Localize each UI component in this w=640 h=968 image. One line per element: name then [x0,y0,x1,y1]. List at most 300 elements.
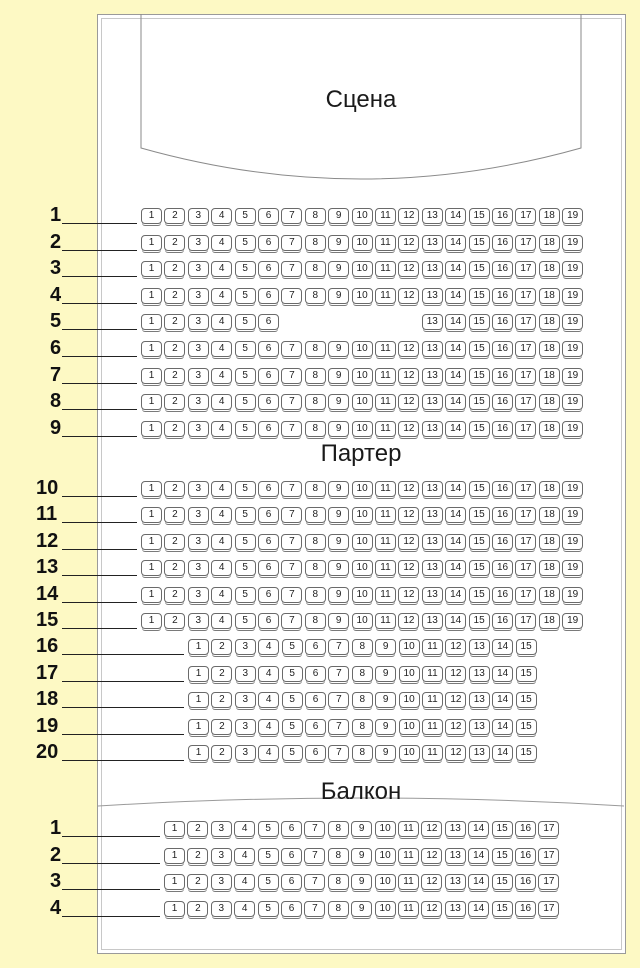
seat[interactable]: 13 [445,821,466,837]
seat[interactable]: 5 [235,613,256,629]
seat[interactable]: 15 [516,719,537,735]
seat[interactable]: 19 [562,534,583,550]
seat[interactable]: 2 [164,368,185,384]
seat[interactable]: 9 [328,261,349,277]
seat[interactable]: 5 [282,719,303,735]
seat[interactable]: 1 [188,692,209,708]
seat[interactable]: 4 [258,639,279,655]
seat[interactable]: 1 [141,481,162,497]
seat[interactable]: 10 [399,639,420,655]
seat[interactable]: 4 [211,560,232,576]
seat[interactable]: 11 [375,613,396,629]
seat[interactable]: 14 [445,208,466,224]
seat[interactable]: 2 [187,821,208,837]
seat[interactable]: 17 [515,288,536,304]
seat[interactable]: 5 [258,848,279,864]
seat[interactable]: 11 [422,639,443,655]
seat[interactable]: 9 [375,639,396,655]
seat[interactable]: 7 [281,421,302,437]
seat[interactable]: 15 [469,534,490,550]
seat[interactable]: 7 [328,745,349,761]
seat[interactable]: 10 [375,848,396,864]
seat[interactable]: 12 [398,587,419,603]
seat[interactable]: 16 [492,261,513,277]
seat[interactable]: 9 [351,874,372,890]
seat[interactable]: 16 [515,821,536,837]
seat[interactable]: 2 [164,534,185,550]
seat[interactable]: 7 [281,235,302,251]
seat[interactable]: 6 [305,666,326,682]
seat[interactable]: 10 [352,587,373,603]
seat[interactable]: 8 [305,394,326,410]
seat[interactable]: 6 [258,507,279,523]
seat[interactable]: 14 [468,901,489,917]
seat[interactable]: 10 [399,666,420,682]
seat[interactable]: 6 [258,613,279,629]
seat[interactable]: 18 [539,560,560,576]
seat[interactable]: 8 [305,235,326,251]
seat[interactable]: 15 [492,821,513,837]
seat[interactable]: 17 [515,261,536,277]
seat[interactable]: 3 [235,692,256,708]
seat[interactable]: 19 [562,613,583,629]
seat[interactable]: 12 [421,848,442,864]
seat[interactable]: 18 [539,481,560,497]
seat[interactable]: 8 [352,745,373,761]
seat[interactable]: 6 [258,534,279,550]
seat[interactable]: 2 [164,314,185,330]
seat[interactable]: 5 [258,901,279,917]
seat[interactable]: 11 [375,288,396,304]
seat[interactable]: 18 [539,288,560,304]
seat[interactable]: 2 [211,692,232,708]
seat[interactable]: 3 [235,666,256,682]
seat[interactable]: 14 [492,692,513,708]
seat[interactable]: 6 [305,692,326,708]
seat[interactable]: 6 [258,261,279,277]
seat[interactable]: 6 [258,560,279,576]
seat[interactable]: 16 [492,235,513,251]
seat[interactable]: 14 [445,341,466,357]
seat[interactable]: 13 [422,261,443,277]
seat[interactable]: 13 [422,560,443,576]
seat[interactable]: 8 [305,587,326,603]
seat[interactable]: 3 [188,534,209,550]
seat[interactable]: 15 [469,507,490,523]
seat[interactable]: 18 [539,368,560,384]
seat[interactable]: 14 [445,314,466,330]
seat[interactable]: 1 [164,901,185,917]
seat[interactable]: 6 [305,719,326,735]
seat[interactable]: 11 [375,560,396,576]
seat[interactable]: 12 [421,821,442,837]
seat[interactable]: 6 [281,874,302,890]
seat[interactable]: 1 [188,719,209,735]
seat[interactable]: 5 [235,560,256,576]
seat[interactable]: 3 [188,613,209,629]
seat[interactable]: 7 [281,587,302,603]
seat[interactable]: 13 [469,692,490,708]
seat[interactable]: 12 [445,745,466,761]
seat[interactable]: 8 [352,639,373,655]
seat[interactable]: 12 [398,208,419,224]
seat[interactable]: 17 [515,507,536,523]
seat[interactable]: 13 [422,534,443,550]
seat[interactable]: 8 [328,874,349,890]
seat[interactable]: 5 [235,288,256,304]
seat[interactable]: 7 [281,481,302,497]
seat[interactable]: 13 [422,394,443,410]
seat[interactable]: 11 [398,848,419,864]
seat[interactable]: 18 [539,613,560,629]
seat[interactable]: 17 [515,587,536,603]
seat[interactable]: 15 [469,613,490,629]
seat[interactable]: 2 [164,560,185,576]
seat[interactable]: 1 [141,368,162,384]
seat[interactable]: 16 [492,613,513,629]
seat[interactable]: 4 [211,481,232,497]
seat[interactable]: 19 [562,235,583,251]
seat[interactable]: 2 [164,341,185,357]
seat[interactable]: 3 [211,874,232,890]
seat[interactable]: 14 [445,288,466,304]
seat[interactable]: 14 [492,745,513,761]
seat[interactable]: 4 [211,587,232,603]
seat[interactable]: 13 [469,666,490,682]
seat[interactable]: 2 [164,421,185,437]
seat[interactable]: 17 [515,534,536,550]
seat[interactable]: 15 [469,314,490,330]
seat[interactable]: 13 [422,314,443,330]
seat[interactable]: 1 [141,314,162,330]
seat[interactable]: 13 [422,421,443,437]
seat[interactable]: 2 [187,874,208,890]
seat[interactable]: 13 [445,848,466,864]
seat[interactable]: 2 [164,613,185,629]
seat[interactable]: 4 [211,341,232,357]
seat[interactable]: 8 [328,848,349,864]
seat[interactable]: 16 [492,394,513,410]
seat[interactable]: 10 [352,368,373,384]
seat[interactable]: 8 [305,534,326,550]
seat[interactable]: 10 [352,235,373,251]
seat[interactable]: 2 [164,235,185,251]
seat[interactable]: 11 [375,587,396,603]
seat[interactable]: 1 [141,507,162,523]
seat[interactable]: 3 [188,261,209,277]
seat[interactable]: 11 [375,368,396,384]
seat[interactable]: 18 [539,314,560,330]
seat[interactable]: 1 [141,288,162,304]
seat[interactable]: 2 [211,639,232,655]
seat[interactable]: 4 [258,692,279,708]
seat[interactable]: 5 [282,666,303,682]
seat[interactable]: 8 [305,368,326,384]
seat[interactable]: 4 [211,288,232,304]
seat[interactable]: 19 [562,314,583,330]
seat[interactable]: 16 [492,314,513,330]
seat[interactable]: 10 [375,821,396,837]
seat[interactable]: 8 [305,288,326,304]
seat[interactable]: 8 [305,481,326,497]
seat[interactable]: 14 [445,534,466,550]
seat[interactable]: 9 [375,666,396,682]
seat[interactable]: 14 [445,587,466,603]
seat[interactable]: 15 [516,692,537,708]
seat[interactable]: 14 [445,261,466,277]
seat[interactable]: 1 [164,821,185,837]
seat[interactable]: 16 [492,507,513,523]
seat[interactable]: 11 [375,421,396,437]
seat[interactable]: 2 [187,848,208,864]
seat[interactable]: 17 [515,421,536,437]
seat[interactable]: 17 [538,821,559,837]
seat[interactable]: 4 [258,745,279,761]
seat[interactable]: 5 [235,587,256,603]
seat[interactable]: 4 [234,821,255,837]
seat[interactable]: 4 [211,421,232,437]
seat[interactable]: 3 [188,314,209,330]
seat[interactable]: 12 [421,901,442,917]
seat[interactable]: 17 [515,235,536,251]
seat[interactable]: 11 [422,692,443,708]
seat[interactable]: 18 [539,534,560,550]
seat[interactable]: 9 [328,235,349,251]
seat[interactable]: 6 [258,481,279,497]
seat[interactable]: 11 [398,901,419,917]
seat[interactable]: 16 [492,208,513,224]
seat[interactable]: 12 [398,235,419,251]
seat[interactable]: 15 [469,481,490,497]
seat[interactable]: 19 [562,288,583,304]
seat[interactable]: 8 [352,692,373,708]
seat[interactable]: 13 [469,745,490,761]
seat[interactable]: 3 [188,288,209,304]
seat[interactable]: 14 [445,507,466,523]
seat[interactable]: 8 [352,666,373,682]
seat[interactable]: 8 [328,821,349,837]
seat[interactable]: 4 [234,901,255,917]
seat[interactable]: 10 [375,874,396,890]
seat[interactable]: 13 [422,341,443,357]
seat[interactable]: 9 [328,394,349,410]
seat[interactable]: 9 [328,613,349,629]
seat[interactable]: 3 [188,481,209,497]
seat[interactable]: 7 [328,692,349,708]
seat[interactable]: 14 [445,421,466,437]
seat[interactable]: 2 [164,587,185,603]
seat[interactable]: 3 [211,901,232,917]
seat[interactable]: 12 [398,341,419,357]
seat[interactable]: 10 [352,261,373,277]
seat[interactable]: 1 [141,534,162,550]
seat[interactable]: 14 [445,613,466,629]
seat[interactable]: 15 [469,235,490,251]
seat[interactable]: 10 [375,901,396,917]
seat[interactable]: 3 [235,745,256,761]
seat[interactable]: 3 [211,821,232,837]
seat[interactable]: 11 [422,666,443,682]
seat[interactable]: 14 [445,368,466,384]
seat[interactable]: 6 [258,314,279,330]
seat[interactable]: 9 [328,534,349,550]
seat[interactable]: 13 [422,288,443,304]
seat[interactable]: 2 [164,261,185,277]
seat[interactable]: 3 [188,507,209,523]
seat[interactable]: 5 [235,314,256,330]
seat[interactable]: 3 [188,587,209,603]
seat[interactable]: 15 [516,639,537,655]
seat[interactable]: 6 [258,341,279,357]
seat[interactable]: 7 [281,507,302,523]
seat[interactable]: 6 [258,208,279,224]
seat[interactable]: 3 [188,421,209,437]
seat[interactable]: 5 [282,639,303,655]
seat[interactable]: 8 [305,261,326,277]
seat[interactable]: 2 [211,719,232,735]
seat[interactable]: 4 [258,666,279,682]
seat[interactable]: 12 [421,874,442,890]
seat[interactable]: 12 [398,421,419,437]
seat[interactable]: 5 [235,394,256,410]
seat[interactable]: 19 [562,394,583,410]
seat[interactable]: 14 [445,394,466,410]
seat[interactable]: 2 [164,481,185,497]
seat[interactable]: 18 [539,261,560,277]
seat[interactable]: 4 [211,507,232,523]
seat[interactable]: 17 [515,481,536,497]
seat[interactable]: 1 [141,208,162,224]
seat[interactable]: 15 [492,848,513,864]
seat[interactable]: 8 [305,560,326,576]
seat[interactable]: 10 [352,507,373,523]
seat[interactable]: 4 [211,394,232,410]
seat[interactable]: 7 [304,874,325,890]
seat[interactable]: 10 [352,534,373,550]
seat[interactable]: 11 [375,208,396,224]
seat[interactable]: 17 [515,208,536,224]
seat[interactable]: 8 [328,901,349,917]
seat[interactable]: 10 [399,692,420,708]
seat[interactable]: 2 [211,666,232,682]
seat[interactable]: 8 [352,719,373,735]
seat[interactable]: 1 [188,639,209,655]
seat[interactable]: 12 [445,666,466,682]
seat[interactable]: 7 [281,560,302,576]
seat[interactable]: 15 [469,587,490,603]
seat[interactable]: 13 [422,481,443,497]
seat[interactable]: 14 [492,666,513,682]
seat[interactable]: 10 [352,613,373,629]
seat[interactable]: 13 [422,368,443,384]
seat[interactable]: 15 [469,421,490,437]
seat[interactable]: 15 [469,261,490,277]
seat[interactable]: 9 [328,368,349,384]
seat[interactable]: 7 [328,719,349,735]
seat[interactable]: 6 [281,848,302,864]
seat[interactable]: 16 [515,848,536,864]
seat[interactable]: 16 [492,587,513,603]
seat[interactable]: 10 [352,560,373,576]
seat[interactable]: 12 [398,368,419,384]
seat[interactable]: 13 [422,235,443,251]
seat[interactable]: 19 [562,368,583,384]
seat[interactable]: 7 [304,821,325,837]
seat[interactable]: 10 [399,719,420,735]
seat[interactable]: 3 [188,341,209,357]
seat[interactable]: 11 [375,507,396,523]
seat[interactable]: 11 [422,719,443,735]
seat[interactable]: 4 [211,368,232,384]
seat[interactable]: 10 [352,288,373,304]
seat[interactable]: 15 [469,368,490,384]
seat[interactable]: 13 [422,208,443,224]
seat[interactable]: 5 [258,874,279,890]
seat[interactable]: 1 [141,235,162,251]
seat[interactable]: 5 [282,692,303,708]
seat[interactable]: 3 [188,235,209,251]
seat[interactable]: 14 [468,874,489,890]
seat[interactable]: 14 [445,481,466,497]
seat[interactable]: 11 [375,235,396,251]
seat[interactable]: 9 [328,341,349,357]
seat[interactable]: 4 [211,534,232,550]
seat[interactable]: 16 [492,481,513,497]
seat[interactable]: 18 [539,421,560,437]
seat[interactable]: 15 [469,208,490,224]
seat[interactable]: 19 [562,421,583,437]
seat[interactable]: 9 [351,901,372,917]
seat[interactable]: 12 [398,261,419,277]
seat[interactable]: 5 [235,341,256,357]
seat[interactable]: 6 [258,587,279,603]
seat[interactable]: 12 [398,534,419,550]
seat[interactable]: 12 [398,288,419,304]
seat[interactable]: 10 [399,745,420,761]
seat[interactable]: 13 [445,874,466,890]
seat[interactable]: 3 [211,848,232,864]
seat[interactable]: 18 [539,394,560,410]
seat[interactable]: 6 [258,235,279,251]
seat[interactable]: 12 [445,639,466,655]
seat[interactable]: 15 [469,288,490,304]
seat[interactable]: 5 [235,368,256,384]
seat[interactable]: 12 [398,481,419,497]
seat[interactable]: 12 [445,692,466,708]
seat[interactable]: 10 [352,421,373,437]
seat[interactable]: 9 [375,745,396,761]
seat[interactable]: 8 [305,613,326,629]
seat[interactable]: 18 [539,341,560,357]
seat[interactable]: 13 [445,901,466,917]
seat[interactable]: 1 [141,394,162,410]
seat[interactable]: 5 [235,481,256,497]
seat[interactable]: 7 [281,534,302,550]
seat[interactable]: 12 [398,507,419,523]
seat[interactable]: 9 [375,719,396,735]
seat[interactable]: 4 [211,208,232,224]
seat[interactable]: 1 [164,848,185,864]
seat[interactable]: 11 [375,534,396,550]
seat[interactable]: 17 [538,874,559,890]
seat[interactable]: 9 [328,481,349,497]
seat[interactable]: 11 [375,341,396,357]
seat[interactable]: 9 [328,507,349,523]
seat[interactable]: 9 [328,560,349,576]
seat[interactable]: 4 [234,874,255,890]
seat[interactable]: 19 [562,587,583,603]
seat[interactable]: 16 [492,368,513,384]
